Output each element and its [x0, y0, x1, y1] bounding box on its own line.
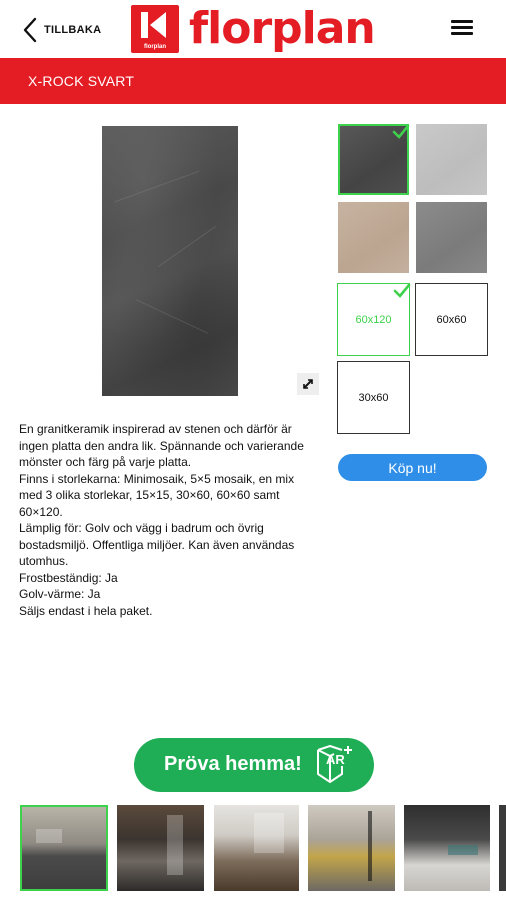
buy-now-label: Köp nu!	[388, 459, 437, 476]
logo-mark	[131, 5, 179, 53]
product-main-image	[102, 126, 238, 396]
color-swatch-beige[interactable]	[338, 202, 409, 273]
buy-now-button[interactable]	[338, 454, 487, 481]
description-sizes: Finns i storlekarna: Minimosaik, 5×5 mosaik, en mix med 3 olika storlekar, 15×15, 30×60, 60×60 samt 60×120.	[19, 471, 295, 519]
app-header	[0, 0, 506, 58]
logo-mark-text: florplan	[144, 44, 166, 50]
product-title: X-ROCK SVART	[28, 73, 135, 89]
product-title-bar	[0, 58, 506, 104]
product-description	[19, 421, 319, 619]
room-thumbnail[interactable]	[214, 805, 299, 891]
size-option-30x60[interactable]	[337, 361, 410, 434]
size-option-60x60[interactable]	[415, 283, 488, 356]
size-label: 60x120	[355, 313, 392, 326]
room-thumbnail[interactable]	[499, 805, 506, 891]
size-label: 60x60	[436, 313, 467, 326]
hamburger-menu-icon[interactable]	[451, 20, 473, 36]
logo-arrow-icon	[139, 10, 171, 40]
expand-image-button[interactable]	[297, 373, 319, 395]
florplan-logo[interactable]	[131, 4, 375, 54]
description-suitable: Lämplig för: Golv och vägg i badrum och övrig bostadsmiljö. Offentliga miljöer. Kan även användas utomhus.	[19, 521, 295, 568]
color-swatch-gra[interactable]	[416, 202, 487, 273]
room-thumbnail[interactable]	[20, 805, 108, 891]
room-thumbnail[interactable]	[308, 805, 395, 891]
back-label: TILLBAKA	[44, 24, 102, 36]
checkmark-icon	[392, 124, 410, 140]
color-swatch-ljusgra[interactable]	[416, 124, 487, 195]
try-at-home-ar-button[interactable]	[134, 738, 374, 792]
description-text: En granitkeramik inspirerad av stenen och därför är ingen platta den andra lik. Spännande och varierande mönster och färg på varje platta.	[19, 422, 304, 469]
checkmark-icon	[393, 283, 411, 299]
room-thumbnail[interactable]	[117, 805, 204, 891]
description-frost: Frostbeständig: Ja	[19, 570, 118, 585]
room-thumbnail[interactable]	[404, 805, 490, 891]
description-package: Säljs endast i hela paket.	[19, 603, 153, 618]
description-floor-heating: Golv-värme: Ja	[19, 587, 101, 601]
logo-wordmark: florplan	[189, 3, 375, 54]
ar-button-label: Pröva hemma!	[164, 753, 302, 775]
chevron-left-icon	[20, 15, 42, 45]
ar-icon-text: AR	[326, 752, 345, 767]
back-button[interactable]	[20, 14, 101, 46]
size-label: 30x60	[358, 391, 389, 404]
expand-icon	[301, 377, 315, 391]
